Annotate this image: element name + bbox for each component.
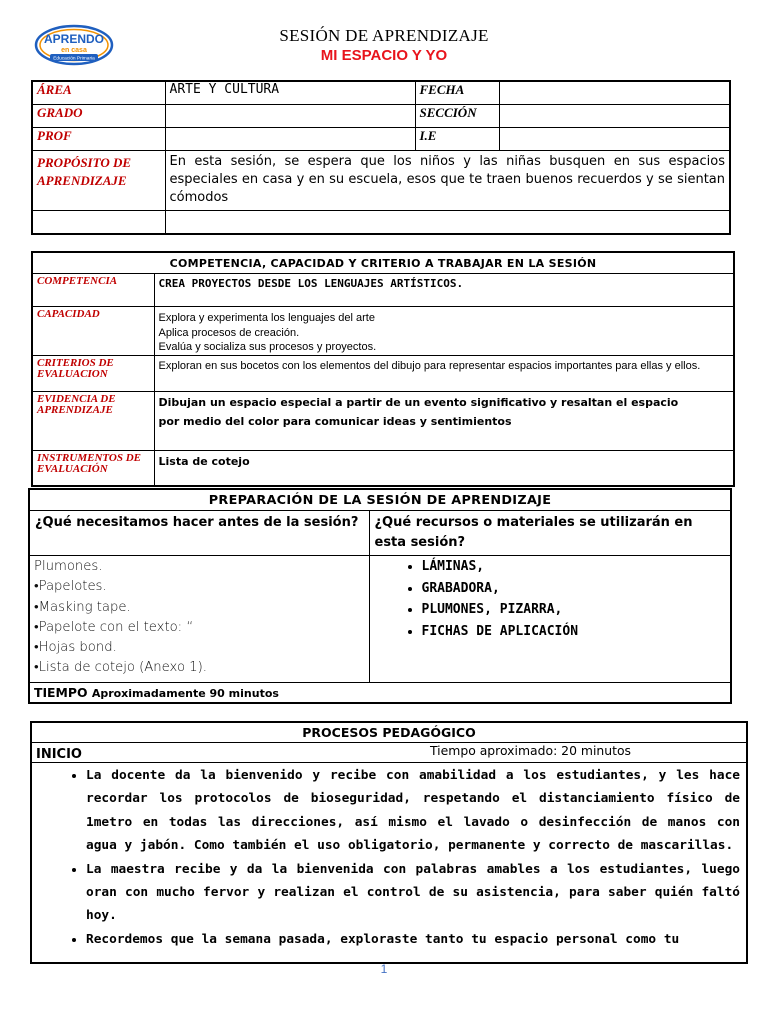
fecha-label: FECHA [415, 81, 499, 105]
list-item: • PLUMONES, PIZARRA, [422, 599, 727, 621]
area-row [32, 81, 730, 105]
area-label: ÁREA [32, 81, 165, 105]
session-title: MI ESPACIO Y YO [320, 47, 448, 64]
list-item: •Papelotes. [34, 579, 107, 595]
capacidad-list [154, 307, 734, 356]
instrumentos-label: INSTRUMENTOS DE EVALUACIÓN [32, 451, 154, 487]
list-item: • FICHAS DE APLICACIÓN [422, 621, 727, 643]
materials-before-list [29, 556, 369, 683]
instrumentos-value: Lista de cotejo [154, 451, 734, 487]
list-item: Plumones. [34, 559, 103, 574]
list-item: • Recordemos que la semana pasada, exploraste tanto tu espacio personal como tu [86, 928, 740, 951]
seccion-value [499, 105, 730, 128]
question-materials: ¿Qué recursos o materiales se utilizarán en esta sesión? [369, 511, 731, 556]
tiempo-row [29, 683, 731, 704]
ie-label: I.E [415, 128, 499, 151]
inicio-time: Tiempo aproximado: 20 minutos [430, 743, 632, 758]
info-table [31, 80, 731, 235]
empty-row [32, 211, 730, 235]
list-item: • LÁMINAS, [422, 556, 727, 578]
seccion-label: SECCIÓN [415, 105, 499, 128]
empty-cell-left [32, 211, 165, 235]
proposito-value: En esta sesión, se espera que los niños y las niñas busquen en sus espacios especiales en casa y en su escuela, esos que te traen buenos recuerdos y se sientan cómodos [165, 151, 730, 211]
inicio-content [31, 763, 747, 964]
preparacion-heading: PREPARACIÓN DE LA SESIÓN DE APRENDIZAJE [29, 489, 731, 511]
page-title: SESIÓN DE APRENDIZAJE [279, 26, 489, 45]
page-number: 1 [380, 962, 388, 976]
ie-value [499, 128, 730, 151]
tiempo-label: TIEMPO [34, 685, 88, 700]
grado-value [165, 105, 415, 128]
competencia-heading: COMPETENCIA, CAPACIDAD Y CRITERIO A TRABAJAR EN LA SESIÓN [32, 252, 734, 274]
capacidad-label: CAPACIDAD [32, 307, 154, 356]
list-item: •Lista de cotejo (Anexo 1). [34, 660, 207, 676]
preparacion-table [28, 488, 732, 704]
tiempo-value: Aproximadamente 90 minutos [91, 687, 279, 700]
competencia-label: COMPETENCIA [32, 274, 154, 307]
criterios-label: CRITERIOS DE EVALUACION [32, 356, 154, 392]
question-before-session: ¿Qué necesitamos hacer antes de la sesión? [29, 511, 369, 556]
fecha-value [499, 81, 730, 105]
evidencia-line: Dibujan un espacio especial a partir de un evento significativo y resaltan el espacio [158, 396, 679, 409]
capacidad-item: Evalúa y socializa sus procesos y proyectos. [158, 341, 377, 353]
prof-label: PROF [32, 128, 165, 151]
capacidad-item: Explora y experimenta los lenguajes del arte [158, 312, 375, 324]
area-value: ARTE Y CULTURA [165, 81, 415, 105]
grado-row [32, 105, 730, 128]
grado-label: GRADO [32, 105, 165, 128]
procesos-table [30, 721, 748, 964]
evidencia-line: por medio del color para comunicar ideas y sentimientos [158, 414, 512, 428]
list-item: • GRABADORA, [422, 578, 727, 600]
empty-cell-right [165, 211, 730, 235]
procesos-heading: PROCESOS PEDAGÓGICO [31, 722, 747, 743]
prof-row [32, 128, 730, 151]
evidencia-label: EVIDENCIA DE APRENDIZAJE [32, 392, 154, 451]
logo-line1: APRENDO [43, 32, 105, 46]
list-item: •Masking tape. [34, 599, 131, 615]
proposito-row [32, 151, 730, 211]
list-item: •Papelote con el texto: “ [34, 619, 194, 635]
capacidad-item: Aplica procesos de creación. [158, 326, 300, 339]
materials-list [369, 556, 731, 683]
logo-line3: Educación Primaria [53, 56, 95, 62]
list-item: • La maestra recibe y da la bienvenida con palabras amables a los estudiantes, luego oran con mucho fervor y realizan el control de su asistencia, para saber quién faltó hoy. [86, 858, 740, 928]
criterios-value: Exploran en sus bocetos con los elementos del dibujo para representar espacios importantes para ellas y ellos. [154, 356, 734, 392]
prof-value [165, 128, 415, 151]
list-item: •Hojas bond. [34, 640, 117, 656]
proposito-label: PROPÓSITO DE APRENDIZAJE [32, 151, 165, 211]
inicio-label: INICIO [36, 747, 82, 762]
competencia-value: CREA PROYECTOS DESDE LOS LENGUAJES ARTÍSTICOS. [154, 274, 734, 307]
competencia-table [31, 251, 735, 487]
inicio-row [31, 743, 747, 763]
logo-line2: en casa [61, 47, 87, 54]
evidencia-value [154, 392, 734, 451]
list-item: • La docente da la bienvenido y recibe con amabilidad a los estudiantes, y les hace recordar los protocolos de bioseguridad, respetando el distanciamiento físico de 1metro en todas las direcciones, así mismo el lavado o desinfección de manos con agua y jabón. Como también el uso obligatorio, permanente y correcto de mascarillas. [86, 764, 740, 858]
